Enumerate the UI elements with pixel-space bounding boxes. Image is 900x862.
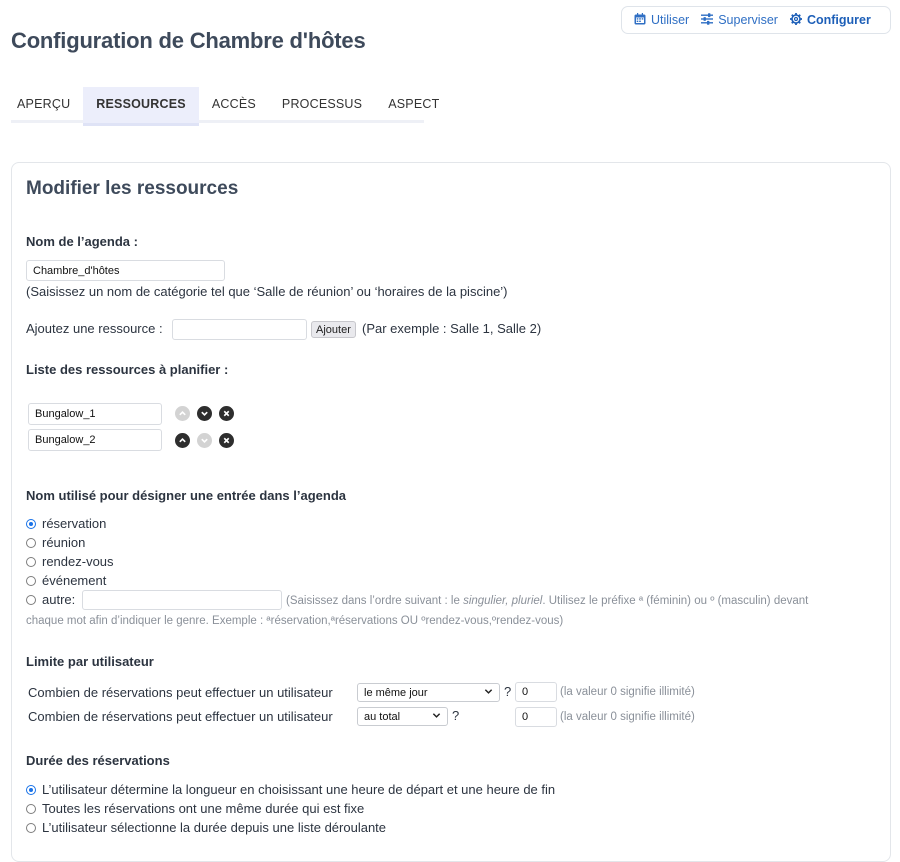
entry-name-option[interactable] [26, 592, 75, 607]
supervise-link-label: Superviser [718, 13, 778, 27]
resources-panel [11, 162, 891, 862]
configure-link-label: Configurer [806, 13, 871, 27]
supervise-link[interactable] [701, 13, 778, 28]
panel-title: Modifier les ressources [26, 178, 239, 199]
other-entry-hint [286, 595, 808, 607]
limit-period-select[interactable] [357, 683, 500, 702]
radio-button[interactable] [26, 804, 36, 814]
radio-button[interactable] [26, 519, 36, 529]
page-title: Configuration de Chambre d'hôtes [11, 28, 366, 53]
calendar-icon [634, 13, 646, 28]
sliders-icon [701, 13, 713, 28]
chevron-up-icon [178, 432, 187, 450]
move-down-button[interactable] [197, 406, 212, 421]
other-entry-name-input[interactable] [82, 590, 282, 610]
top-navigation [621, 6, 891, 34]
tab-resources[interactable]: RESSOURCES [83, 87, 199, 126]
delete-resource-button[interactable] [219, 433, 234, 448]
agenda-name-label: Nom de l’agenda : [26, 234, 138, 249]
move-up-button[interactable] [175, 406, 190, 421]
option-label: réunion [42, 535, 86, 550]
limit-period-select[interactable] [357, 707, 448, 726]
delete-resource-button[interactable] [219, 406, 234, 421]
option-label: réservation [42, 516, 107, 531]
duration-option[interactable] [26, 782, 555, 797]
select-value: le même jour [364, 686, 428, 699]
radio-button[interactable] [26, 538, 36, 548]
user-limit-label: Limite par utilisateur [26, 654, 154, 669]
chevron-up-icon [178, 405, 187, 423]
chevron-down-icon [484, 687, 493, 699]
option-label: rendez-vous [42, 554, 114, 569]
tab-access[interactable]: ACCÈS [211, 97, 256, 111]
resource-list-label: Liste des ressources à planifier : [26, 362, 229, 377]
use-link[interactable] [634, 13, 689, 28]
move-up-button[interactable] [175, 433, 190, 448]
entry-name-option[interactable] [26, 535, 85, 550]
other-entry-hint-line2: chaque mot afin d’indiquer le genre. Exemple : ªréservation,ªréservations OU ºrendez-vous,ºrendez-vous) [26, 615, 564, 627]
entry-name-option[interactable] [26, 516, 106, 531]
limit-question-mark: ? [504, 684, 512, 699]
option-label: L’utilisateur sélectionne la durée depuis une liste déroulante [42, 820, 387, 835]
entry-name-option[interactable] [26, 573, 106, 588]
chevron-down-icon [432, 711, 441, 723]
use-link-label: Utiliser [651, 13, 690, 27]
move-down-button[interactable] [197, 433, 212, 448]
option-label: Toutes les réservations ont une même durée qui est fixe [42, 801, 365, 816]
duration-option[interactable] [26, 801, 364, 816]
add-resource-button[interactable]: Ajouter [311, 321, 356, 338]
limit-question: Combien de réservations peut effectuer un utilisateur [28, 685, 333, 700]
limit-count-input[interactable] [515, 682, 557, 702]
limit-hint: (la valeur 0 signifie illimité) [560, 686, 695, 698]
add-resource-input[interactable] [172, 319, 307, 340]
option-label: événement [42, 573, 107, 588]
duration-label: Durée des réservations [26, 753, 170, 768]
option-label: autre: [42, 592, 76, 607]
close-icon [222, 432, 231, 450]
chevron-down-icon [200, 432, 209, 450]
resource-name-input[interactable] [28, 429, 162, 451]
entry-name-label: Nom utilisé pour désigner une entrée dans l’agenda [26, 488, 347, 503]
hint-emphasis: singulier, pluriel [463, 595, 543, 607]
tab-process[interactable]: PROCESSUS [281, 97, 363, 111]
limit-count-input[interactable] [515, 707, 557, 727]
agenda-name-hint: (Saisissez un nom de catégorie tel que ‘Salle de réunion’ ou ‘horaires de la piscine’) [26, 284, 508, 299]
close-icon [222, 405, 231, 423]
select-value: au total [364, 710, 401, 723]
hint-text: . Utilisez le préfixe ª (féminin) ou º (masculin) devant [542, 595, 809, 607]
limit-question-mark: ? [452, 708, 460, 723]
limit-hint: (la valeur 0 signifie illimité) [560, 711, 695, 723]
radio-button[interactable] [26, 557, 36, 567]
option-label: L’utilisateur détermine la longueur en choisissant une heure de départ et une heure de fin [42, 782, 556, 797]
add-resource-example: (Par exemple : Salle 1, Salle 2) [362, 321, 542, 336]
tab-overview[interactable]: APERÇU [17, 97, 71, 111]
agenda-name-input[interactable] [26, 260, 225, 281]
hint-text: (Saisissez dans l’ordre suivant : le [286, 595, 464, 607]
radio-button[interactable] [26, 576, 36, 586]
chevron-down-icon [200, 405, 209, 423]
radio-button[interactable] [26, 823, 36, 833]
entry-name-option[interactable] [26, 554, 114, 569]
tab-bar [11, 87, 440, 123]
configure-link[interactable] [790, 13, 871, 28]
gear-icon [790, 13, 802, 28]
radio-button[interactable] [26, 595, 36, 605]
tab-appearance[interactable]: ASPECT [388, 97, 440, 111]
radio-button[interactable] [26, 785, 36, 795]
limit-question: Combien de réservations peut effectuer un utilisateur [28, 709, 333, 724]
add-resource-label: Ajoutez une ressource : [26, 321, 163, 336]
resource-name-input[interactable] [28, 403, 162, 425]
duration-option[interactable] [26, 820, 386, 835]
